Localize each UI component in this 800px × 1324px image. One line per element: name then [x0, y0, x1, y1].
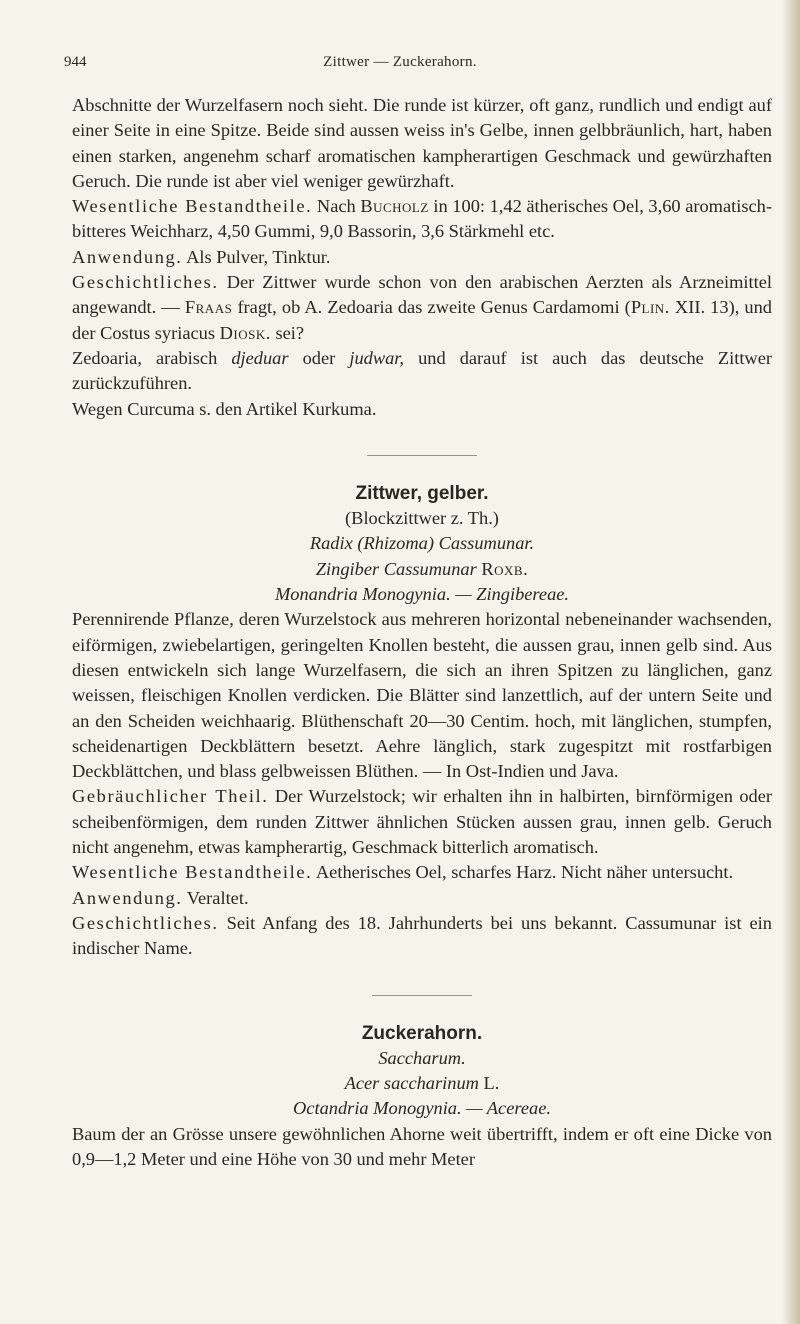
s2-paragraph-history — [72, 911, 772, 962]
s2-constituents-text: Aetherisches Oel, scharfes Harz. Nicht näher untersucht. — [312, 862, 734, 883]
page-body — [72, 93, 772, 1172]
s3-title: Zuckerahorn. — [361, 1022, 483, 1044]
s3-drug-name: Saccharum. — [378, 1047, 466, 1068]
s3-paragraph-description: Baum der an Grösse unsere gewöhnlichen Ahorne weit übertrifft, indem er oft eine Dicke von 0,9—1,2 Meter und eine Höhe von 30 und mehr Meter — [72, 1123, 772, 1169]
author-plin: Plin. — [630, 297, 670, 318]
s2-subtitle-1: (Blockzittwer z. Th.) — [345, 508, 499, 529]
s1-etymology-text-a: Zedoaria, arabisch — [72, 347, 232, 368]
s1-constituents-label: Wesentliche Bestandtheile. — [72, 196, 313, 217]
s1-paragraph-etymology — [72, 346, 772, 397]
page-header — [60, 54, 740, 78]
s1-paragraph-constituents — [72, 194, 772, 245]
s1-usage-label: Anwendung. — [72, 246, 183, 267]
s2-subtitle-3 — [72, 557, 772, 582]
term-judwar: judwar, — [349, 347, 405, 368]
s2-constituents-label: Wesentliche Bestandtheile. — [72, 862, 313, 883]
s3-classification: Octandria Monogynia. — Acereae. — [293, 1098, 551, 1119]
author-diosk: Diosk. — [219, 322, 271, 343]
s2-used-part-label: Gebräuchlicher Theil. — [72, 786, 269, 807]
s1-paragraph-1: Abschnitte der Wurzelfasern noch sieht. Die runde ist kürzer, oft ganz, rundlich und endigt auf einer Seite in eine Spitze. Beide sind aussen weiss in's Gelbe, innen gelbbräunlich, hart, haben einen starken, angenehm scharf aromatischen kampherartigen Geschmack und gewürzhaften Geruch. Die runde ist aber viel weniger gewürzhaft. — [72, 95, 772, 191]
s1-history-text-c: XII. 13), und der Costus syriacus — [72, 297, 772, 343]
s1-etymology-text-b: oder — [288, 347, 350, 368]
s2-usage-text: Veraltet. — [182, 887, 249, 908]
s1-history-text-b: fragt, ob A. Zedoaria das zweite Genus Cardamomi ( — [232, 297, 631, 318]
s2-drug-name: Radix (Rhizoma) Cassumunar. — [309, 533, 535, 554]
s1-usage-text: Als Pulver, Tinktur. — [182, 246, 331, 267]
author-l: L. — [483, 1073, 500, 1094]
s1-history-text-d: sei? — [270, 322, 305, 343]
s1-history-text-a: Der Zittwer wurde schon von den arabischen Aerzten als Arzneimittel angewandt. — — [72, 272, 772, 318]
s2-subtitle-4 — [72, 582, 772, 607]
s1-paragraph-crossref: Wegen Curcuma s. den Artikel Kurkuma. — [72, 398, 377, 419]
s2-paragraph-constituents — [72, 860, 772, 885]
s2-history-label: Geschichtliches. — [72, 912, 219, 933]
term-djeduar: djeduar — [231, 347, 289, 368]
s2-usage-label: Anwendung. — [72, 887, 183, 908]
s2-subtitle-2 — [72, 531, 772, 556]
s3-subtitle-2 — [72, 1071, 772, 1096]
s1-constituents-text-b: in 100: 1,42 ätherisches Oel, 3,60 aromatisch-bitteres Weichharz, 4,50 Gummi, 9,0 Bassorin, 3,6 Stärkmehl etc. — [72, 196, 773, 242]
s1-constituents-text-a: Nach — [312, 196, 361, 217]
running-title: Zittwer — Zuckerahorn. — [323, 54, 477, 70]
s2-paragraph-usage — [72, 886, 772, 911]
s3-species-name: Acer saccharinum — [344, 1073, 479, 1094]
author-fraas: Fraas — [184, 297, 233, 318]
s2-paragraph-used-part — [72, 784, 772, 860]
s2-used-part-text: Der Wurzelstock; wir erhalten ihn in halbirten, birnförmigen oder scheibenförmigen, dem runden Zittwer ähnlichen Stücken aussen grau, innen gelb. Geruch nicht angenehm, etwas kampherartig, Geschmack bitterlich aromatisch. — [72, 786, 772, 858]
s2-title: Zittwer, gelber. — [355, 482, 489, 504]
page-number: 944 — [64, 54, 87, 70]
page-edge — [782, 0, 800, 1324]
s2-paragraph-description: Perennirende Pflanze, deren Wurzelstock aus mehreren horizontal nebeneinander wachsenden, eiförmigen, zwiebelartigen, geringelten Knollen besteht, die aussen grau, innen gelb sind. Aus diesen entwickeln sich lange Wurzelfasern, die sich an ihren Spitzen zu länglichen, ganz weissen, fleischigen Knollen verdicken. Die Blätter sind lanzettlich, auf der untern Seite und an den Scheiden weichhaarig. Blüthenschaft 20—30 Centim. hoch, mit länglichen, stumpfen, scheidenartigen Deckblättern besetzt. Aehre länglich, stark zugespitzt mit rostfarbigen Deckblättchen, und blass gelbweissen Blüthen. — In Ost-Indien und Java. — [72, 609, 772, 782]
s1-etymology-text-c: und darauf ist auch das deutsche Zittwer zurückzuführen. — [72, 347, 772, 394]
s2-history-text: Seit Anfang des 18. Jahrhunderts bei uns bekannt. Cassumunar ist ein indischer Name. — [72, 912, 772, 959]
s1-paragraph-usage — [72, 245, 772, 270]
s1-history-label: Geschichtliches. — [72, 272, 219, 293]
s3-subtitle-1 — [72, 1046, 772, 1071]
s1-paragraph-history — [72, 270, 772, 346]
author-bucholz: Bucholz — [360, 196, 429, 217]
s2-species-name: Zingiber Cassumunar — [315, 558, 477, 579]
s2-classification: Monandria Monogynia. — Zingibereae. — [274, 584, 570, 605]
s3-subtitle-3 — [72, 1096, 772, 1121]
author-roxb: Roxb. — [481, 558, 529, 579]
